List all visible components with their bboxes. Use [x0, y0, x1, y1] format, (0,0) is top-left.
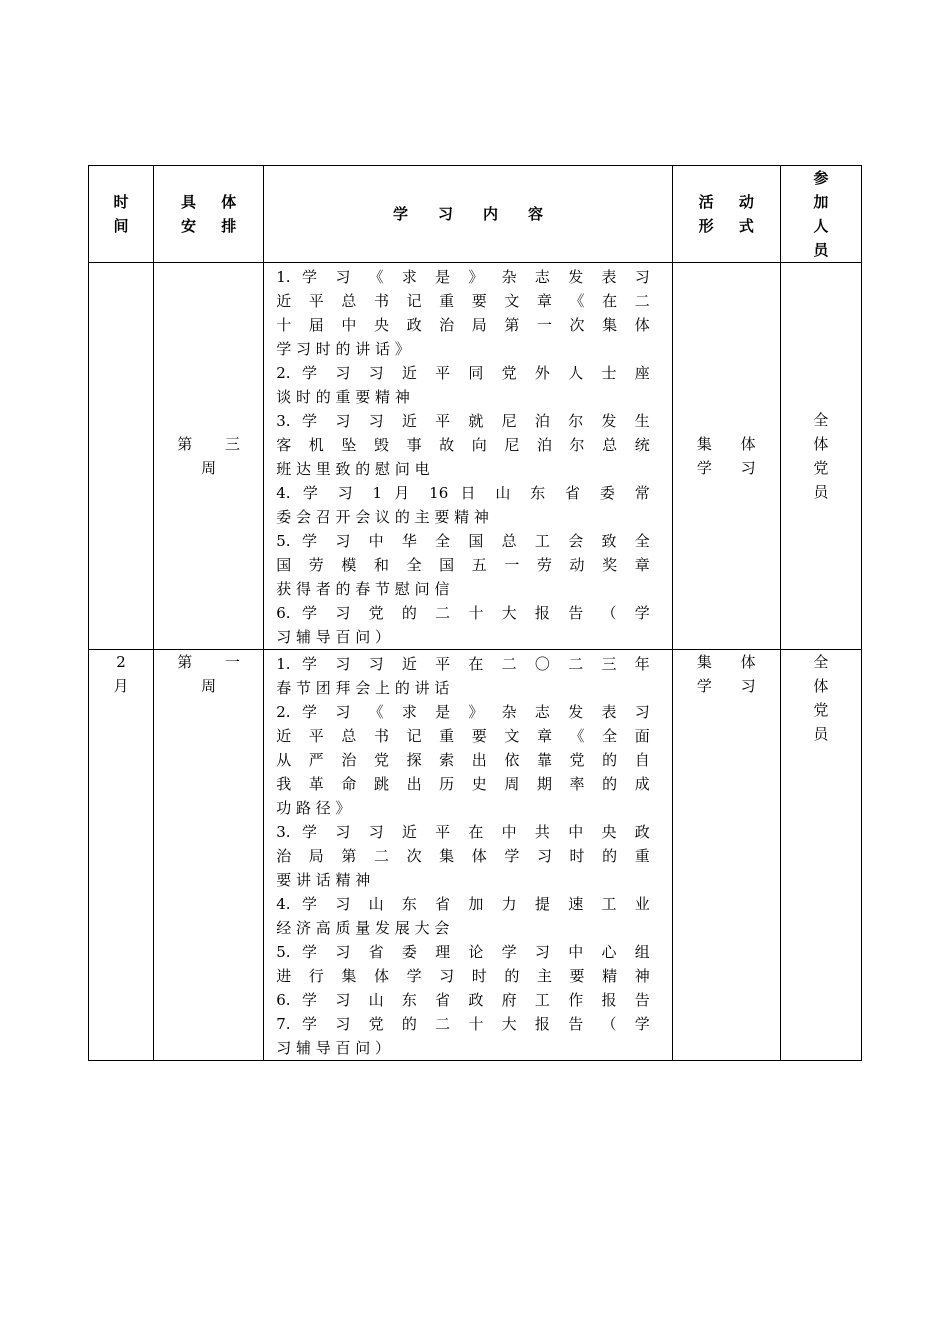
content-line: 经 济 高 质 量 发 展 大 会 — [276, 919, 450, 937]
header-content-label: 学习内容 — [392, 205, 573, 223]
participants-char: 党 — [813, 701, 829, 719]
content-line: 3. 学 习 习 近 平 就 尼 泊 尔 发 生 — [276, 412, 650, 430]
week-cell — [154, 263, 264, 650]
time-cell — [89, 650, 154, 1061]
time-line: 月 — [113, 677, 129, 695]
table-row — [89, 263, 862, 650]
content-line: 获 得 者 的 春 节 慰 问 信 — [276, 580, 450, 598]
header-form — [672, 166, 780, 263]
participants-char: 全 — [813, 653, 829, 671]
participants-char: 体 — [813, 435, 829, 453]
content-line: 国 劳 模 和 全 国 五 一 劳 动 奖 章 — [276, 556, 650, 574]
content-line: 客 机 坠 毁 事 故 向 尼 泊 尔 总 统 — [276, 436, 650, 454]
time-cell — [89, 263, 154, 650]
header-arrangement-line: 安 排 — [181, 217, 247, 235]
header-participants — [780, 166, 861, 263]
header-time-line: 时 — [113, 193, 129, 211]
content-cell — [264, 263, 673, 650]
content-line: 5. 学 习 中 华 全 国 总 工 会 致 全 — [276, 532, 650, 550]
time-line: 2 — [116, 653, 126, 671]
participants-char: 员 — [813, 725, 829, 743]
participants-char: 全 — [813, 411, 829, 429]
content-line: 功 路 径 》 — [276, 799, 351, 817]
content-line: 学 习 时 的 讲 话 》 — [276, 340, 410, 358]
content-line: 近 平 总 书 记 重 要 文 章 《 在 二 — [276, 292, 650, 310]
content-line: 要 讲 话 精 神 — [276, 871, 371, 889]
content-line: 我 革 命 跳 出 历 史 周 期 率 的 成 — [276, 775, 650, 793]
content-line: 治 局 第 二 次 集 体 学 习 时 的 重 — [276, 847, 650, 865]
content-line: 从 严 治 党 探 索 出 依 靠 党 的 自 — [276, 751, 650, 769]
content-line: 习 辅 导 百 问 ） — [276, 628, 391, 646]
form-cell — [672, 263, 780, 650]
table-row — [89, 650, 862, 1061]
form-line: 学 习 — [696, 459, 768, 477]
week-cell — [154, 650, 264, 1061]
header-time-line: 间 — [113, 217, 129, 235]
content-line: 委 会 召 开 会 议 的 主 要 精 神 — [276, 508, 489, 526]
header-content — [264, 166, 673, 263]
participants-char: 员 — [813, 483, 829, 501]
content-line: 谈 时 的 重 要 精 神 — [276, 388, 410, 406]
week-line: 第 一 — [177, 653, 255, 671]
header-arrangement — [154, 166, 264, 263]
content-line: 6. 学 习 党 的 二 十 大 报 告 （ 学 — [276, 604, 650, 622]
participants-cell — [780, 263, 861, 650]
content-cell — [264, 650, 673, 1061]
header-form-line: 活 动 — [698, 193, 764, 211]
header-participants-char: 人 — [813, 217, 829, 235]
content-line: 4. 学 习 山 东 省 加 力 提 速 工 业 — [276, 895, 650, 913]
study-schedule-table — [88, 165, 862, 1061]
header-participants-char: 参 — [813, 169, 829, 187]
week-line: 周 — [201, 459, 217, 477]
content-line: 6. 学 习 山 东 省 政 府 工 作 报 告 — [276, 991, 650, 1009]
content-lines — [264, 650, 672, 1060]
content-line: 十 届 中 央 政 治 局 第 一 次 集 体 — [276, 316, 650, 334]
week-line: 第 三 — [177, 435, 255, 453]
header-participants-char: 员 — [813, 241, 829, 259]
form-line: 集 体 — [696, 653, 768, 671]
content-lines — [264, 263, 672, 649]
header-time — [89, 166, 154, 263]
content-line: 春 节 团 拜 会 上 的 讲 话 — [276, 679, 450, 697]
content-line: 进 行 集 体 学 习 时 的 主 要 精 神 — [276, 967, 650, 985]
content-line: 3. 学 习 习 近 平 在 中 共 中 央 政 — [276, 823, 650, 841]
content-line: 5. 学 习 省 委 理 论 学 习 中 心 组 — [276, 943, 650, 961]
content-line: 近 平 总 书 记 重 要 文 章 《 全 面 — [276, 727, 650, 745]
header-arrangement-line: 具 体 — [181, 193, 247, 211]
week-line: 周 — [201, 677, 217, 695]
header-participants-char: 加 — [813, 193, 829, 211]
form-line: 集 体 — [696, 435, 768, 453]
participants-cell — [780, 650, 861, 1061]
content-line: 1. 学 习 习 近 平 在 二 〇 二 三 年 — [276, 655, 650, 673]
form-line: 学 习 — [696, 677, 768, 695]
content-line: 4. 学 习 1 月 16 日 山 东 省 委 常 — [276, 484, 650, 502]
table-header-row — [89, 166, 862, 263]
form-cell — [672, 650, 780, 1061]
content-line: 习 辅 导 百 问 ） — [276, 1039, 391, 1057]
participants-char: 党 — [813, 459, 829, 477]
content-line: 2. 学 习 习 近 平 同 党 外 人 士 座 — [276, 364, 650, 382]
content-line: 1. 学 习 《 求 是 》 杂 志 发 表 习 — [276, 268, 650, 286]
content-line: 班 达 里 致 的 慰 问 电 — [276, 460, 430, 478]
header-form-line: 形 式 — [698, 217, 764, 235]
content-line: 2. 学 习 《 求 是 》 杂 志 发 表 习 — [276, 703, 650, 721]
content-line: 7. 学 习 党 的 二 十 大 报 告 （ 学 — [276, 1015, 650, 1033]
participants-char: 体 — [813, 677, 829, 695]
